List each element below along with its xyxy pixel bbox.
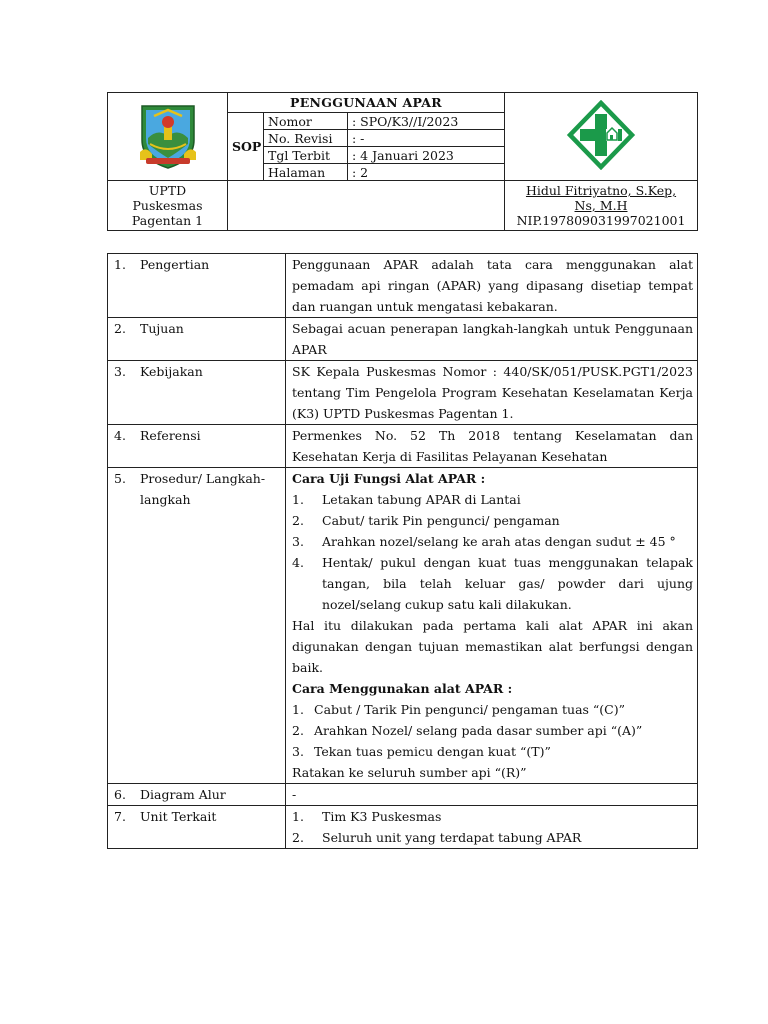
list-text: Arahkan nozel/selang ke arah atas dengan sudut ± 45 °: [322, 534, 676, 549]
meta-value-halaman: : 2: [348, 164, 505, 181]
test-steps-list: [292, 489, 693, 615]
section-number: 2.: [114, 321, 126, 336]
section-label: [108, 468, 286, 784]
section-label: [108, 425, 286, 468]
meta-value-terbit: : 4 Januari 2023: [348, 147, 505, 164]
section-title: Diagram Alur: [140, 787, 226, 802]
list-item: [292, 827, 693, 848]
list-text: Tim K3 Puskesmas: [322, 809, 442, 824]
list-text: Seluruh unit yang terdapat tabung APAR: [322, 830, 582, 845]
section-label: [108, 784, 286, 806]
section-title: Referensi: [140, 428, 201, 443]
list-number: 2.: [292, 830, 304, 845]
signatory-name-line1: Hidul Fitriyatno, S.Kep,: [525, 183, 677, 198]
section-content: Permenkes No. 52 Th 2018 tentang Keselamatan dan Kesehatan Kerja di Fasilitas Pelayanan Kesehatan: [286, 425, 698, 468]
procedure-subtitle: Cara Menggunakan alat APAR :: [292, 681, 513, 696]
list-text: Hentak/ pukul dengan kuat tuas menggunakan telapak tangan, bila telah keluar gas/ powder dari ujung nozel/selang cukup satu kali dilakukan.: [322, 555, 693, 612]
blank-cell: [228, 181, 505, 231]
section-title: Prosedur/ Langkah-langkah: [140, 471, 266, 507]
section-content: [286, 806, 698, 849]
section-title: Unit Terkait: [140, 809, 217, 824]
section-number: 3.: [114, 364, 126, 379]
meta-key-terbit: Tgl Terbit: [264, 147, 348, 164]
section-content: SK Kepala Puskesmas Nomor : 440/SK/051/PUSK.PGT1/2023 tentang Tim Pengelola Program Kesehatan Keselamatan Kerja (K3) UPTD Puskesmas Pagentan 1.: [286, 361, 698, 425]
sop-label: SOP: [228, 113, 264, 181]
section-number: 5.: [114, 471, 126, 486]
meta-value-nomor: : SPO/K3//I/2023: [348, 113, 505, 130]
list-number: 3.: [292, 534, 304, 549]
list-text: Tekan tuas pemicu dengan kuat “(T)”: [314, 744, 551, 759]
signatory-block: [505, 181, 698, 231]
section-row-tujuan: [108, 318, 698, 361]
list-item: [292, 552, 693, 615]
list-number: 4.: [292, 555, 304, 570]
list-text: Letakan tabung APAR di Lantai: [322, 492, 521, 507]
list-number: 2.: [292, 513, 304, 528]
section-row-unit: [108, 806, 698, 849]
signatory-nip: NIP.197809031997021001: [516, 213, 686, 228]
procedure-subtitle: Cara Uji Fungsi Alat APAR :: [292, 471, 486, 486]
list-item: [292, 699, 693, 720]
section-row-referensi: [108, 425, 698, 468]
section-content: -: [286, 784, 698, 806]
signatory-name-line2: Ns, M.H: [574, 198, 628, 213]
regency-crest-cell: [108, 93, 228, 181]
list-number: 2.: [292, 723, 304, 738]
section-content: Penggunaan APAR adalah tata cara menggunakan alat pemadam api ringan (APAR) yang dipasang disetiap tempat dan ruangan untuk mengatasi kebakaran.: [286, 254, 698, 318]
list-text: Arahkan Nozel/ selang pada dasar sumber api “(A)”: [314, 723, 643, 738]
section-title: Tujuan: [140, 321, 184, 336]
list-number: 1.: [292, 702, 304, 717]
section-content: [286, 468, 698, 784]
list-text: Cabut / Tarik Pin pengunci/ pengaman tuas “(C)”: [314, 702, 626, 717]
section-number: 4.: [114, 428, 126, 443]
list-item: [292, 531, 693, 552]
section-title: Kebijakan: [140, 364, 203, 379]
sop-header-table: [107, 92, 698, 231]
procedure-final-step: Ratakan ke seluruh sumber api “(R)”: [292, 765, 527, 780]
list-text: Cabut/ tarik Pin pengunci/ pengaman: [322, 513, 560, 528]
list-item: [292, 489, 693, 510]
section-row-prosedur: [108, 468, 698, 784]
section-title: Pengertian: [140, 257, 210, 272]
list-number: 3.: [292, 744, 304, 759]
list-item: [292, 741, 693, 762]
meta-value-revisi: : -: [348, 130, 505, 147]
usage-steps-list: [292, 699, 693, 762]
list-number: 1.: [292, 809, 304, 824]
puskesmas-logo-icon: [566, 100, 636, 170]
section-row-pengertian: [108, 254, 698, 318]
section-label: [108, 318, 286, 361]
document-title: PENGGUNAAN APAR: [228, 93, 505, 113]
unit-line: Puskesmas: [132, 198, 203, 213]
unit-line: Pagentan 1: [131, 213, 204, 228]
meta-key-nomor: Nomor: [264, 113, 348, 130]
regency-crest-icon: [136, 100, 200, 170]
related-units-list: [292, 806, 693, 848]
section-number: 6.: [114, 787, 126, 802]
list-number: 1.: [292, 492, 304, 507]
list-item: [292, 510, 693, 531]
list-item: [292, 720, 693, 741]
sop-content-table: [107, 253, 698, 849]
section-row-kebijakan: [108, 361, 698, 425]
section-label: [108, 806, 286, 849]
section-label: [108, 254, 286, 318]
unit-line: UPTD: [148, 183, 187, 198]
section-number: 7.: [114, 809, 126, 824]
section-content: Sebagai acuan penerapan langkah-langkah untuk Penggunaan APAR: [286, 318, 698, 361]
section-number: 1.: [114, 257, 126, 272]
list-item: [292, 806, 693, 827]
unit-name: [108, 181, 228, 231]
procedure-note: Hal itu dilakukan pada pertama kali alat APAR ini akan digunakan dengan tujuan memastikan alat berfungsi dengan baik.: [292, 618, 693, 675]
section-row-diagram: [108, 784, 698, 806]
puskesmas-logo-cell: [505, 93, 698, 181]
section-label: [108, 361, 286, 425]
meta-key-halaman: Halaman: [264, 164, 348, 181]
meta-key-revisi: No. Revisi: [264, 130, 348, 147]
